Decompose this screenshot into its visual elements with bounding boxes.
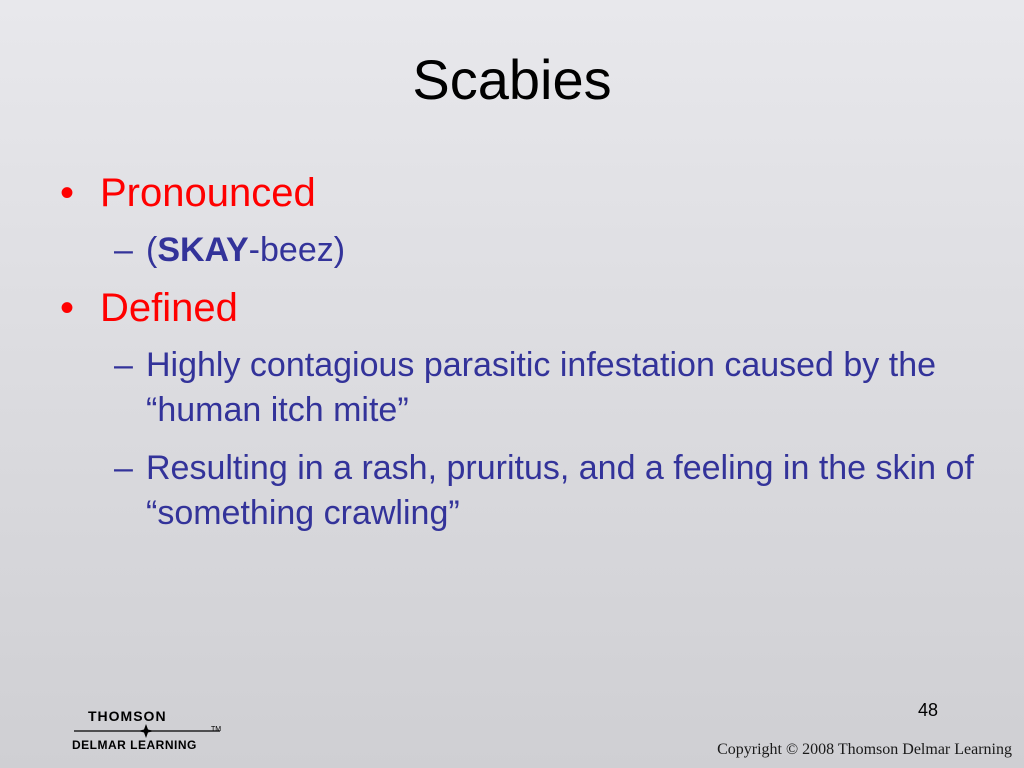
logo-line-1: THOMSON — [88, 708, 167, 724]
dash-glyph: – — [114, 346, 133, 385]
slide-title: Scabies — [412, 48, 612, 111]
bullet-heading-defined: Defined — [100, 286, 238, 331]
bullet-defined — [60, 285, 980, 331]
pronunciation-stress: SKAY — [157, 231, 249, 269]
pronunciation-suffix: -beez) — [248, 231, 346, 269]
logo-trademark: TM — [211, 726, 222, 733]
definition-text-2: Resulting in a rash, pruritus, and a feeling in the skin of “something crawling” — [146, 448, 974, 532]
copyright-notice: Copyright © 2008 Thomson Delmar Learning — [717, 741, 1012, 758]
star-line-logo-icon — [72, 724, 222, 738]
bullet-pronounced — [60, 170, 980, 216]
logo-line-2: DELMAR LEARNING — [72, 738, 197, 752]
dash-glyph: – — [114, 231, 133, 269]
definition-text-1: Highly contagious parasitic infestation caused by the “human itch mite” — [146, 346, 937, 430]
pronunciation-prefix: ( — [146, 231, 158, 269]
bullet-glyph: • — [60, 171, 75, 215]
slide-content — [60, 170, 980, 548]
pronunciation-text — [146, 228, 980, 273]
thomson-delmar-logo — [72, 708, 232, 756]
page-number: 48 — [918, 700, 939, 720]
bullet-heading-pronounced: Pronounced — [100, 171, 316, 215]
sub-bullet-definition-2 — [114, 446, 980, 536]
bullet-glyph: • — [60, 286, 75, 331]
sub-bullet-definition-1 — [114, 343, 980, 433]
sub-bullet-pronunciation — [114, 228, 980, 273]
dash-glyph: – — [114, 448, 133, 487]
